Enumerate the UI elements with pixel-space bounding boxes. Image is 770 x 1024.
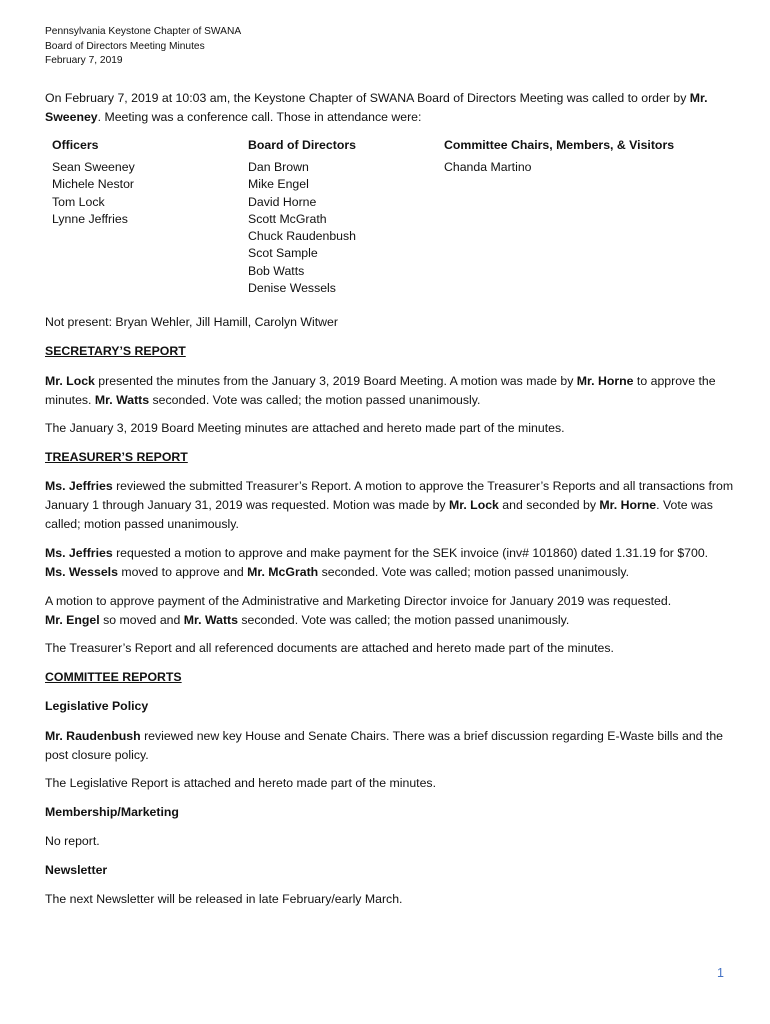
membership-marketing-text: No report. [45,834,100,848]
secretary-attachment-note: The January 3, 2019 Board Meeting minutes are attached and hereto made part of the minutes. [45,421,565,435]
board-member-name: Mike Engel [248,177,309,192]
membership-marketing-heading: Membership/Marketing [45,805,179,819]
treasurer-attachment-note: The Treasurer’s Report and all referenced documents are attached and hereto made part of the minutes. [45,641,614,655]
legislative-paragraph [45,727,735,765]
board-member-name: Bob Watts [248,263,305,278]
board-member-name: Chuck Raudenbush [248,229,357,244]
paragraph-text: seconded. Vote was called; the motion passed unanimously. [149,393,481,407]
officers-heading: Officers [52,138,99,152]
officer-name: Michele Nestor [52,177,135,192]
treasurer-paragraph-1 [45,477,735,534]
intro-paragraph [45,89,735,127]
person-name: Ms. Wessels [45,565,118,579]
paragraph-text: reviewed new key House and Senate Chairs. There was a brief discussion regarding E-Waste bills and the post closure policy. [45,729,724,762]
document-header [45,25,241,69]
paragraph-text: moved to approve and [117,565,248,579]
officers-column [52,137,135,228]
committee-heading: Committee Chairs, Members, & Visitors [444,138,675,152]
treasurer-report-heading: TREASURER’S REPORT [45,450,188,464]
paragraph-text: and seconded by [498,498,600,512]
treasurer-paragraph-2 [45,544,735,582]
newsletter-heading: Newsletter [45,863,108,877]
officer-name: Tom Lock [52,194,105,209]
person-name: Mr. Raudenbush [45,729,141,743]
paragraph-text: A motion to approve payment of the Administrative and Marketing Director invoice for January 2019 was requested. [45,594,672,608]
document-title: Board of Directors Meeting Minutes [45,40,205,52]
officer-name: Lynne Jeffries [52,211,128,226]
paragraph-text: seconded. Vote was called; the motion passed unanimously. [237,613,570,627]
person-name: Mr. Horne [599,498,657,512]
person-name: Mr. Lock [449,498,499,512]
paragraph-text: presented the minutes from the January 3, 2019 Board Meeting. A motion was made by [94,374,577,388]
person-name: Mr. Watts [183,613,238,627]
committee-column [444,137,674,176]
person-name: Mr. Lock [45,374,95,388]
paragraph-text: requested a motion to approve and make payment for the SEK invoice (inv# 101860) dated 1.31.19 for $700. [112,546,709,560]
paragraph-text: reviewed the submitted Treasurer’s Report. A motion to approve the Treasurer’s Reports and all transactions from January 1 through January 31, 2019 was requested. Motion was made by [45,479,734,512]
secretary-paragraph [45,372,735,410]
paragraph-text: seconded. Vote was called; motion passed unanimously. [318,565,629,579]
paragraph-text: to approve the minutes. [45,374,716,407]
board-column [248,137,356,297]
board-member-name: Dan Brown [248,160,309,174]
person-name: Mr. Engel [45,613,100,627]
legislative-attachment-note: The Legislative Report is attached and hereto made part of the minutes. [45,776,436,790]
paragraph-text: so moved and [99,613,184,627]
intro-text: On February 7, 2019 at 10:03 am, the Keystone Chapter of SWANA Board of Directors Meeting was called to order by [45,91,687,105]
page-number: 1 [717,966,724,980]
person-name: Mr. McGrath [247,565,319,579]
paragraph-text: . Vote was called; motion passed unanimously. [45,498,713,531]
document-date: February 7, 2019 [45,55,123,66]
person-name: Mr. Horne [576,374,634,388]
board-heading: Board of Directors [248,138,356,152]
organization-name: Pennsylvania Keystone Chapter of SWANA [45,26,242,37]
newsletter-text: The next Newsletter will be released in late February/early March. [45,892,403,906]
board-member-name: Denise Wessels [248,281,336,296]
not-present-line: Not present: Bryan Wehler, Jill Hamill, Carolyn Witwer [45,315,338,329]
board-member-name: David Horne [248,194,317,209]
board-member-name: Scott McGrath [248,211,327,226]
treasurer-paragraph-3 [45,592,735,630]
person-name: Ms. Jeffries [45,546,113,560]
intro-text-end: . Meeting was a conference call. Those in attendance were: [97,110,422,124]
person-name: Ms. Jeffries [45,479,113,493]
committee-reports-heading: COMMITTEE REPORTS [45,670,182,684]
committee-member-name: Chanda Martino [444,160,532,174]
person-name: Mr. Watts [94,393,150,407]
secretary-report-heading: SECRETARY’S REPORT [45,344,186,358]
officer-name: Sean Sweeney [52,160,135,174]
presiding-officer: Mr. Sweeney [45,91,708,124]
board-member-name: Scot Sample [248,246,318,261]
legislative-policy-heading: Legislative Policy [45,699,149,713]
